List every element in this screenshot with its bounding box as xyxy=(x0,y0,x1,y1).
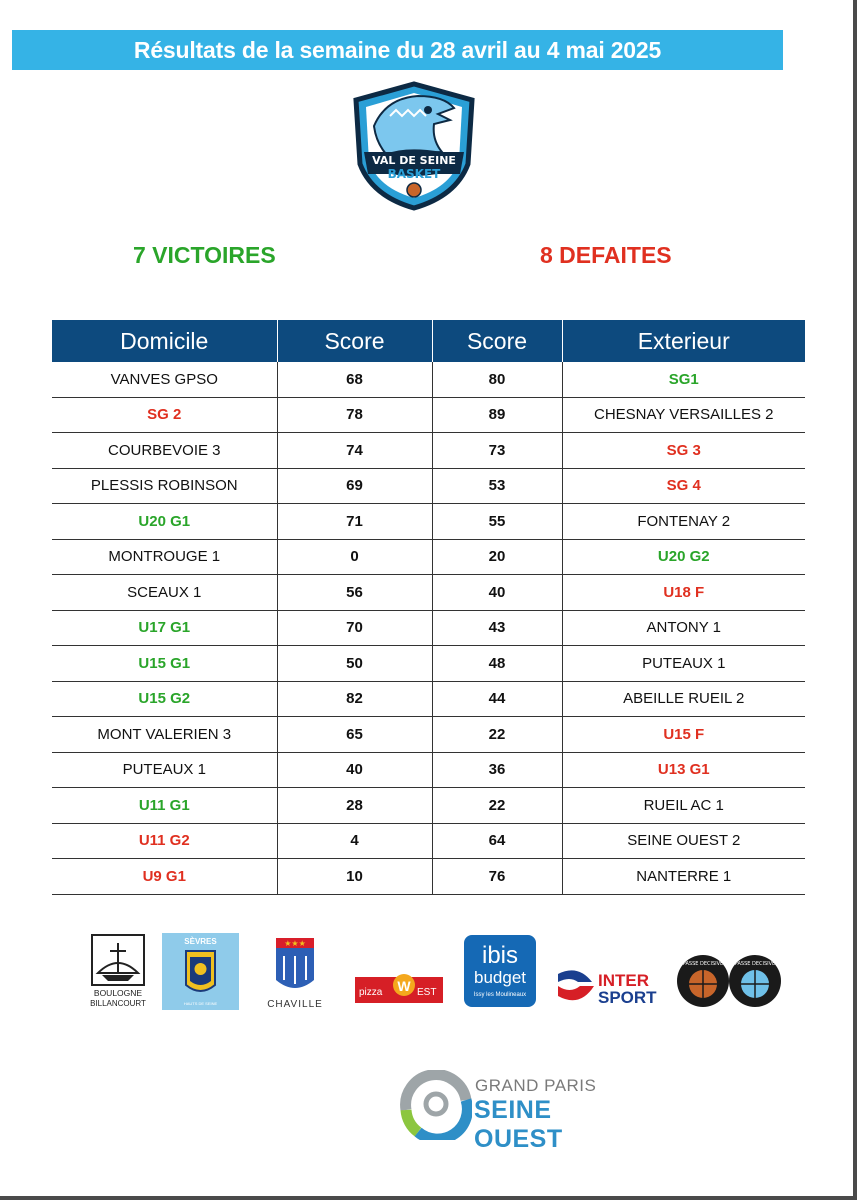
home-score-cell: 68 xyxy=(277,362,432,397)
home-team-cell: VANVES GPSO xyxy=(52,362,277,397)
away-score-cell: 36 xyxy=(432,752,562,788)
away-score-cell: 64 xyxy=(432,823,562,859)
home-score-cell: 50 xyxy=(277,646,432,682)
svg-text:CHAVILLE: CHAVILLE xyxy=(267,999,323,1010)
away-team-cell: CHESNAY VERSAILLES 2 xyxy=(562,397,805,433)
away-score-cell: 53 xyxy=(432,468,562,504)
svg-text:budget: budget xyxy=(474,968,526,987)
pizza-west-logo xyxy=(355,965,443,1005)
away-team-cell: SG 3 xyxy=(562,433,805,469)
table-row xyxy=(52,681,805,717)
table-row xyxy=(52,433,805,469)
svg-text:pizza: pizza xyxy=(359,987,383,998)
svg-text:Issy les Moulineaux: Issy les Moulineaux xyxy=(473,992,527,998)
home-score-cell: 65 xyxy=(277,717,432,753)
svg-text:HAUTS DE SEINE: HAUTS DE SEINE xyxy=(183,1001,218,1006)
page-title: Résultats de la semaine du 28 avril au 4 mai 2025 xyxy=(12,30,783,70)
home-score-cell: 40 xyxy=(277,752,432,788)
gpso-line2: SEINE OUEST xyxy=(474,1096,563,1153)
wins-count: 7 VICTOIRES xyxy=(133,242,276,268)
table-header-row xyxy=(52,320,805,362)
home-team-cell: U15 G1 xyxy=(52,646,277,682)
svg-text:SPORT: SPORT xyxy=(598,988,657,1007)
table-row xyxy=(52,539,805,575)
away-team-cell: NANTERRE 1 xyxy=(562,859,805,895)
away-team-cell: SG 4 xyxy=(562,468,805,504)
away-team-cell: ABEILLE RUEIL 2 xyxy=(562,681,805,717)
svg-text:BILLANCOURT: BILLANCOURT xyxy=(90,999,146,1008)
svg-text:EST: EST xyxy=(417,987,437,998)
home-score-cell: 28 xyxy=(277,788,432,824)
away-score-cell: 55 xyxy=(432,504,562,540)
away-score-cell: 40 xyxy=(432,575,562,611)
home-score-cell: 69 xyxy=(277,468,432,504)
svg-text:VAL DE SEINE: VAL DE SEINE xyxy=(372,154,456,167)
table-row xyxy=(52,717,805,753)
away-team-cell: FONTENAY 2 xyxy=(562,504,805,540)
home-team-cell: U9 G1 xyxy=(52,859,277,895)
home-score-cell: 74 xyxy=(277,433,432,469)
table-row xyxy=(52,468,805,504)
results-table xyxy=(52,320,805,895)
away-team-cell: U15 F xyxy=(562,717,805,753)
table-row xyxy=(52,397,805,433)
page-frame-bottom xyxy=(0,1196,857,1200)
home-team-cell: COURBEVOIE 3 xyxy=(52,433,277,469)
away-score-cell: 76 xyxy=(432,859,562,895)
away-score-cell: 89 xyxy=(432,397,562,433)
away-score-cell: 80 xyxy=(432,362,562,397)
table-row xyxy=(52,362,805,397)
away-score-cell: 22 xyxy=(432,788,562,824)
svg-text:★★★: ★★★ xyxy=(284,939,306,948)
home-score-cell: 70 xyxy=(277,610,432,646)
home-team-cell: PLESSIS ROBINSON xyxy=(52,468,277,504)
table-row xyxy=(52,752,805,788)
svg-text:BOULOGNE: BOULOGNE xyxy=(93,988,143,998)
home-score-cell: 78 xyxy=(277,397,432,433)
header-home-score: Score xyxy=(277,320,432,362)
svg-text:PASSE DECISIVE: PASSE DECISIVE xyxy=(734,961,776,967)
table-row xyxy=(52,610,805,646)
table-row xyxy=(52,575,805,611)
home-team-cell: U15 G2 xyxy=(52,681,277,717)
home-score-cell: 82 xyxy=(277,681,432,717)
grand-paris-seine-ouest-logo xyxy=(400,1070,600,1153)
table-row xyxy=(52,788,805,824)
home-score-cell: 56 xyxy=(277,575,432,611)
page-frame-right xyxy=(853,0,857,1200)
home-score-cell: 0 xyxy=(277,539,432,575)
away-score-cell: 48 xyxy=(432,646,562,682)
away-team-cell: SEINE OUEST 2 xyxy=(562,823,805,859)
away-team-cell: RUEIL AC 1 xyxy=(562,788,805,824)
home-team-cell: U11 G1 xyxy=(52,788,277,824)
header-away-score: Score xyxy=(432,320,562,362)
table-row xyxy=(52,859,805,895)
home-score-cell: 71 xyxy=(277,504,432,540)
header-home: Domicile xyxy=(52,320,277,362)
home-team-cell: SCEAUX 1 xyxy=(52,575,277,611)
boulogne-billancourt-logo xyxy=(88,933,148,1011)
svg-text:PASSE DECISIVE: PASSE DECISIVE xyxy=(682,961,724,967)
home-team-cell: SG 2 xyxy=(52,397,277,433)
club-logo xyxy=(346,80,482,212)
away-team-cell: ANTONY 1 xyxy=(562,610,805,646)
home-score-cell: 10 xyxy=(277,859,432,895)
losses-count: 8 DEFAITES xyxy=(540,242,672,268)
home-team-cell: PUTEAUX 1 xyxy=(52,752,277,788)
passe-decisive-logo xyxy=(676,952,782,1010)
svg-text:ibis: ibis xyxy=(481,942,519,969)
away-score-cell: 73 xyxy=(432,433,562,469)
away-team-cell: SG1 xyxy=(562,362,805,397)
intersport-logo xyxy=(556,968,660,1008)
chaville-logo xyxy=(262,936,328,1012)
table-row xyxy=(52,646,805,682)
svg-text:INTER: INTER xyxy=(598,971,649,990)
table-row xyxy=(52,504,805,540)
away-score-cell: 20 xyxy=(432,539,562,575)
home-team-cell: MONT VALERIEN 3 xyxy=(52,717,277,753)
svg-text:BASKET: BASKET xyxy=(387,167,441,181)
away-score-cell: 43 xyxy=(432,610,562,646)
svg-text:W: W xyxy=(397,978,411,994)
gpso-emblem xyxy=(400,1070,472,1140)
svg-text:SÈVRES: SÈVRES xyxy=(184,937,217,946)
table-row xyxy=(52,823,805,859)
home-score-cell: 4 xyxy=(277,823,432,859)
away-team-cell: U20 G2 xyxy=(562,539,805,575)
home-team-cell: MONTROUGE 1 xyxy=(52,539,277,575)
ibis-budget-logo xyxy=(462,933,538,1009)
home-team-cell: U17 G1 xyxy=(52,610,277,646)
gpso-line1: GRAND PARIS xyxy=(475,1076,597,1095)
home-team-cell: U11 G2 xyxy=(52,823,277,859)
away-score-cell: 22 xyxy=(432,717,562,753)
home-team-cell: U20 G1 xyxy=(52,504,277,540)
away-team-cell: U18 F xyxy=(562,575,805,611)
away-team-cell: U13 G1 xyxy=(562,752,805,788)
header-away: Exterieur xyxy=(562,320,805,362)
sevres-logo xyxy=(162,933,239,1010)
away-team-cell: PUTEAUX 1 xyxy=(562,646,805,682)
away-score-cell: 44 xyxy=(432,681,562,717)
